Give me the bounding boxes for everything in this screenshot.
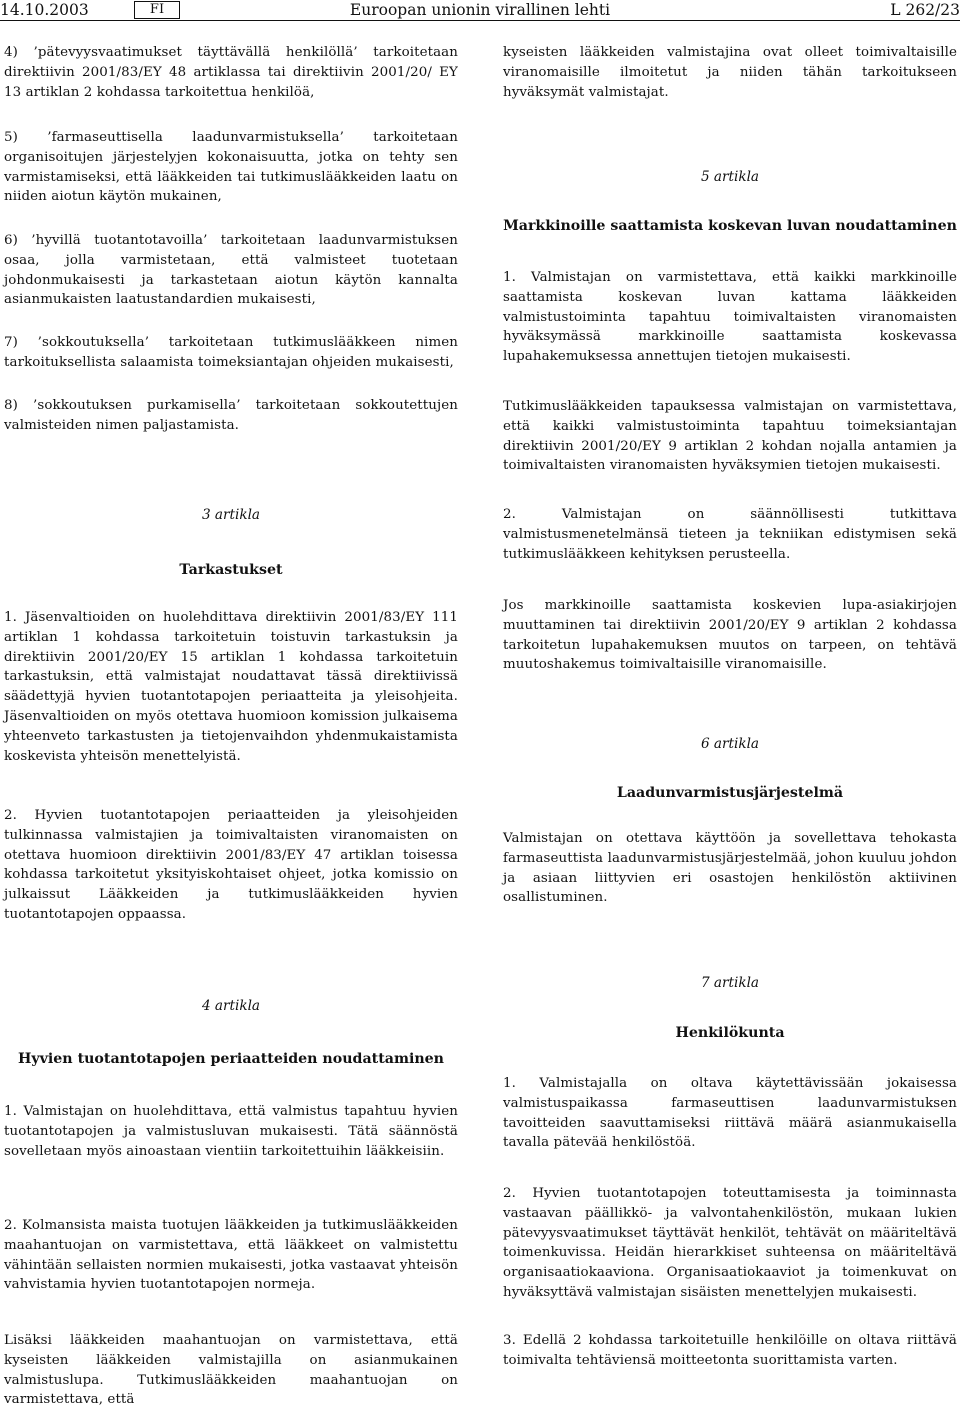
article-5-paragraph-2: Tutkimuslääkkeiden tapauksessa valmistajan on varmistettava, että kaikki valmistustoiminta tapahtuu toimeksiantajan direktiivin 2001/20/EY 9 artiklan 2 kohdan nojalla antamien ja toimivaltaisten viranomaisten hyväksymien tietojen mukaisesti. — [503, 399, 957, 474]
article-3-title: Tarkastukset — [179, 562, 283, 578]
article-7-number: 7 artikla — [700, 975, 760, 991]
article-3-number: 3 artikla — [201, 507, 261, 523]
article-7-paragraph-2: 2. Hyvien tuotantotapojen toteuttamisesta ja toiminnasta vastaavan päällikkö- ja valvontahenkilöstön, mukaan lukien pätevyysvaatimukset täyttävät henkilöt, tehtävät on määriteltävä toimenkuvissa. Heidän hierarkkiset suhteensa on määriteltävä organisaatiokaaviona. Organisaatiokaaviot ja toimenkuvat on hyväksyttävä valmistajan sisäisten menettelyjen mukaisesti. — [503, 1186, 957, 1300]
article-3-paragraph-2: 2. Hyvien tuotantotapojen periaatteiden ja yleisohjeiden tulkinnassa valmistajien ja toimivaltaisten viranomaisten on otettava huomioon direktiivin 2001/83/EY 47 artiklan toisessa kohdassa tarkoitetut yksityiskohtaiset ohjeet, jotka komissio on julkaissut Lääkkeiden ja tutkimuslääkkeiden hyvien tuotantotapojen oppaassa. — [4, 808, 458, 922]
article-5-paragraph-3: 2. Valmistajan on säännöllisesti tutkittava valmistusmenetelmänsä tieteen ja tekniikan edistymisen sekä tutkimuslääkkeen kehityksen perusteella. — [503, 507, 957, 562]
definition-6: 6) ’hyvillä tuotantotavoilla’ tarkoitetaan laadunvarmistuksen osaa, jolla varmistetaan, että valmisteet tuotetaan johdonmukaisesti ja tarkastetaan aiotun käytön kannalta asianmukaisten laatustandardien mukaisesti, — [4, 233, 458, 308]
definition-5: 5) ’farmaseuttisella laadunvarmistuksella’ tarkoitetaan organisoitujen järjestelyjen kokonaisuutta, jotka on tehty sen varmistamiseksi, että lääkkeiden tai tutkimuslääkkeiden laatu on niiden aiotun käytön mukainen, — [4, 130, 458, 205]
article-7-paragraph-1: 1. Valmistajalla on oltava käytettävissään jokaisessa valmistuspaikassa farmaseuttisen laadunvarmistuksen tavoitteiden saavuttamiseksi riittävä määrä asianmukaisella tavalla pätevää henkilöstöä. — [503, 1076, 957, 1151]
journal-header — [0, 0, 960, 21]
continued-text: kyseisten lääkkeiden valmistajina ovat olleet toimivaltaisille viranomaisille ilmoitetut ja niiden tähän tarkoitukseen hyväksymät valmistajat. — [503, 45, 957, 100]
article-7-paragraph-3: 3. Edellä 2 kohdassa tarkoitetuille henkilöille on oltava riittävä toimivalta tehtäviensä moitteetonta suorittamista varten. — [503, 1333, 957, 1368]
article-4-number: 4 artikla — [201, 998, 261, 1014]
article-4-paragraph-3: Lisäksi lääkkeiden maahantuojan on varmistettava, että kyseisten lääkkeiden valmistajilla on asianmukainen valmistuslupa. Tutkimuslääkkeiden maahantuojan on varmistettava, että — [4, 1333, 458, 1408]
article-6-paragraph-1: Valmistajan on otettava käyttöön ja sovellettava tehokasta farmaseuttista laadunvarmistusjärjestelmää, johon kuuluu johdon ja asiaan liittyvien eri osastojen henkilöstön aktiivinen osallistuminen. — [503, 831, 957, 906]
definition-4: 4) ’pätevyysvaatimukset täyttävällä henkilöllä’ tarkoitetaan direktiivin 2001/83/EY 48 artiklassa tai direktiivin 2001/20/ EY 13 artiklan 2 kohdassa tarkoitettua henkilöä, — [4, 45, 458, 100]
journal-title: Euroopan unionin virallinen lehti — [349, 1, 611, 19]
page-number: L 262/23 — [890, 1, 960, 19]
article-7-title: Henkilökunta — [675, 1025, 785, 1041]
article-4-title: Hyvien tuotantotapojen periaatteiden noudattaminen — [18, 1051, 444, 1067]
publication-date: 14.10.2003 — [0, 1, 89, 19]
language-code-box: FI — [134, 1, 180, 19]
definition-7: 7) ’sokkoutuksella’ tarkoitetaan tutkimuslääkkeen nimen tarkoituksellista salaamista toimeksiantajan ohjeiden mukaisesti, — [4, 335, 458, 370]
article-6-number: 6 artikla — [700, 736, 760, 752]
article-5-paragraph-4: Jos markkinoille saattamista koskevien lupa-asiakirjojen muuttaminen tai direktiivin 2001/20/EY 9 artiklan 2 kohdassa tarkoitetun lupahakemuksen muutos on tarpeen, on tehtävä muutoshakemus toimivaltaisille viranomaisille. — [503, 598, 957, 673]
definition-8: 8) ’sokkoutuksen purkamisella’ tarkoitetaan sokkoutettujen valmisteiden nimen paljastamista. — [4, 398, 458, 433]
article-5-title: Markkinoille saattamista koskevan luvan noudattaminen — [503, 218, 957, 234]
article-5-number: 5 artikla — [700, 169, 760, 185]
article-6-title: Laadunvarmistusjärjestelmä — [616, 785, 844, 801]
article-4-paragraph-1: 1. Valmistajan on huolehdittava, että valmistus tapahtuu hyvien tuotantotapojen ja valmistusluvan mukaisesti. Tätä säännöstä sovelletaan myös ainoastaan vientiin tarkoitettuihin lääkkeisiin. — [4, 1104, 458, 1159]
article-5-paragraph-1: 1. Valmistajan on varmistettava, että kaikki markkinoille saattamista koskevan luvan kattama lääkkeiden valmistustoiminta tapahtuu toimivaltaisten viranomaisten hyväksymässä markkinoille saattamista koskevassa lupahakemuksessa annettujen tietojen mukaisesti. — [503, 270, 957, 365]
article-3-paragraph-1: 1. Jäsenvaltioiden on huolehdittava direktiivin 2001/83/EY 111 artiklan 1 kohdassa tarkoitetuin toistuvin tarkastuksin ja direktiivin 2001/20/EY 15 artiklan 1 kohdassa tarkoitetuin tarkastuksin, että valmistajat noudattavat tässä direktiivissä säädettyjä hyvien tuotantotapojen periaatteita ja yleisohjeita. Jäsenvaltioiden on myös otettava huomioon komission julkaisema yhteenveto tarkastusten ja tietojenvaihdon yhdenmukaistamista koskevista yhteisön menettelyistä. — [4, 610, 458, 764]
article-4-paragraph-2: 2. Kolmansista maista tuotujen lääkkeiden ja tutkimuslääkkeiden maahantuojan on varmistettava, että lääkkeet on valmistettu vähintään sellaisten normien mukaisesti, jotka vastaavat yhteisön vahvistamia hyvien tuotantotapojen normeja. — [4, 1218, 458, 1293]
